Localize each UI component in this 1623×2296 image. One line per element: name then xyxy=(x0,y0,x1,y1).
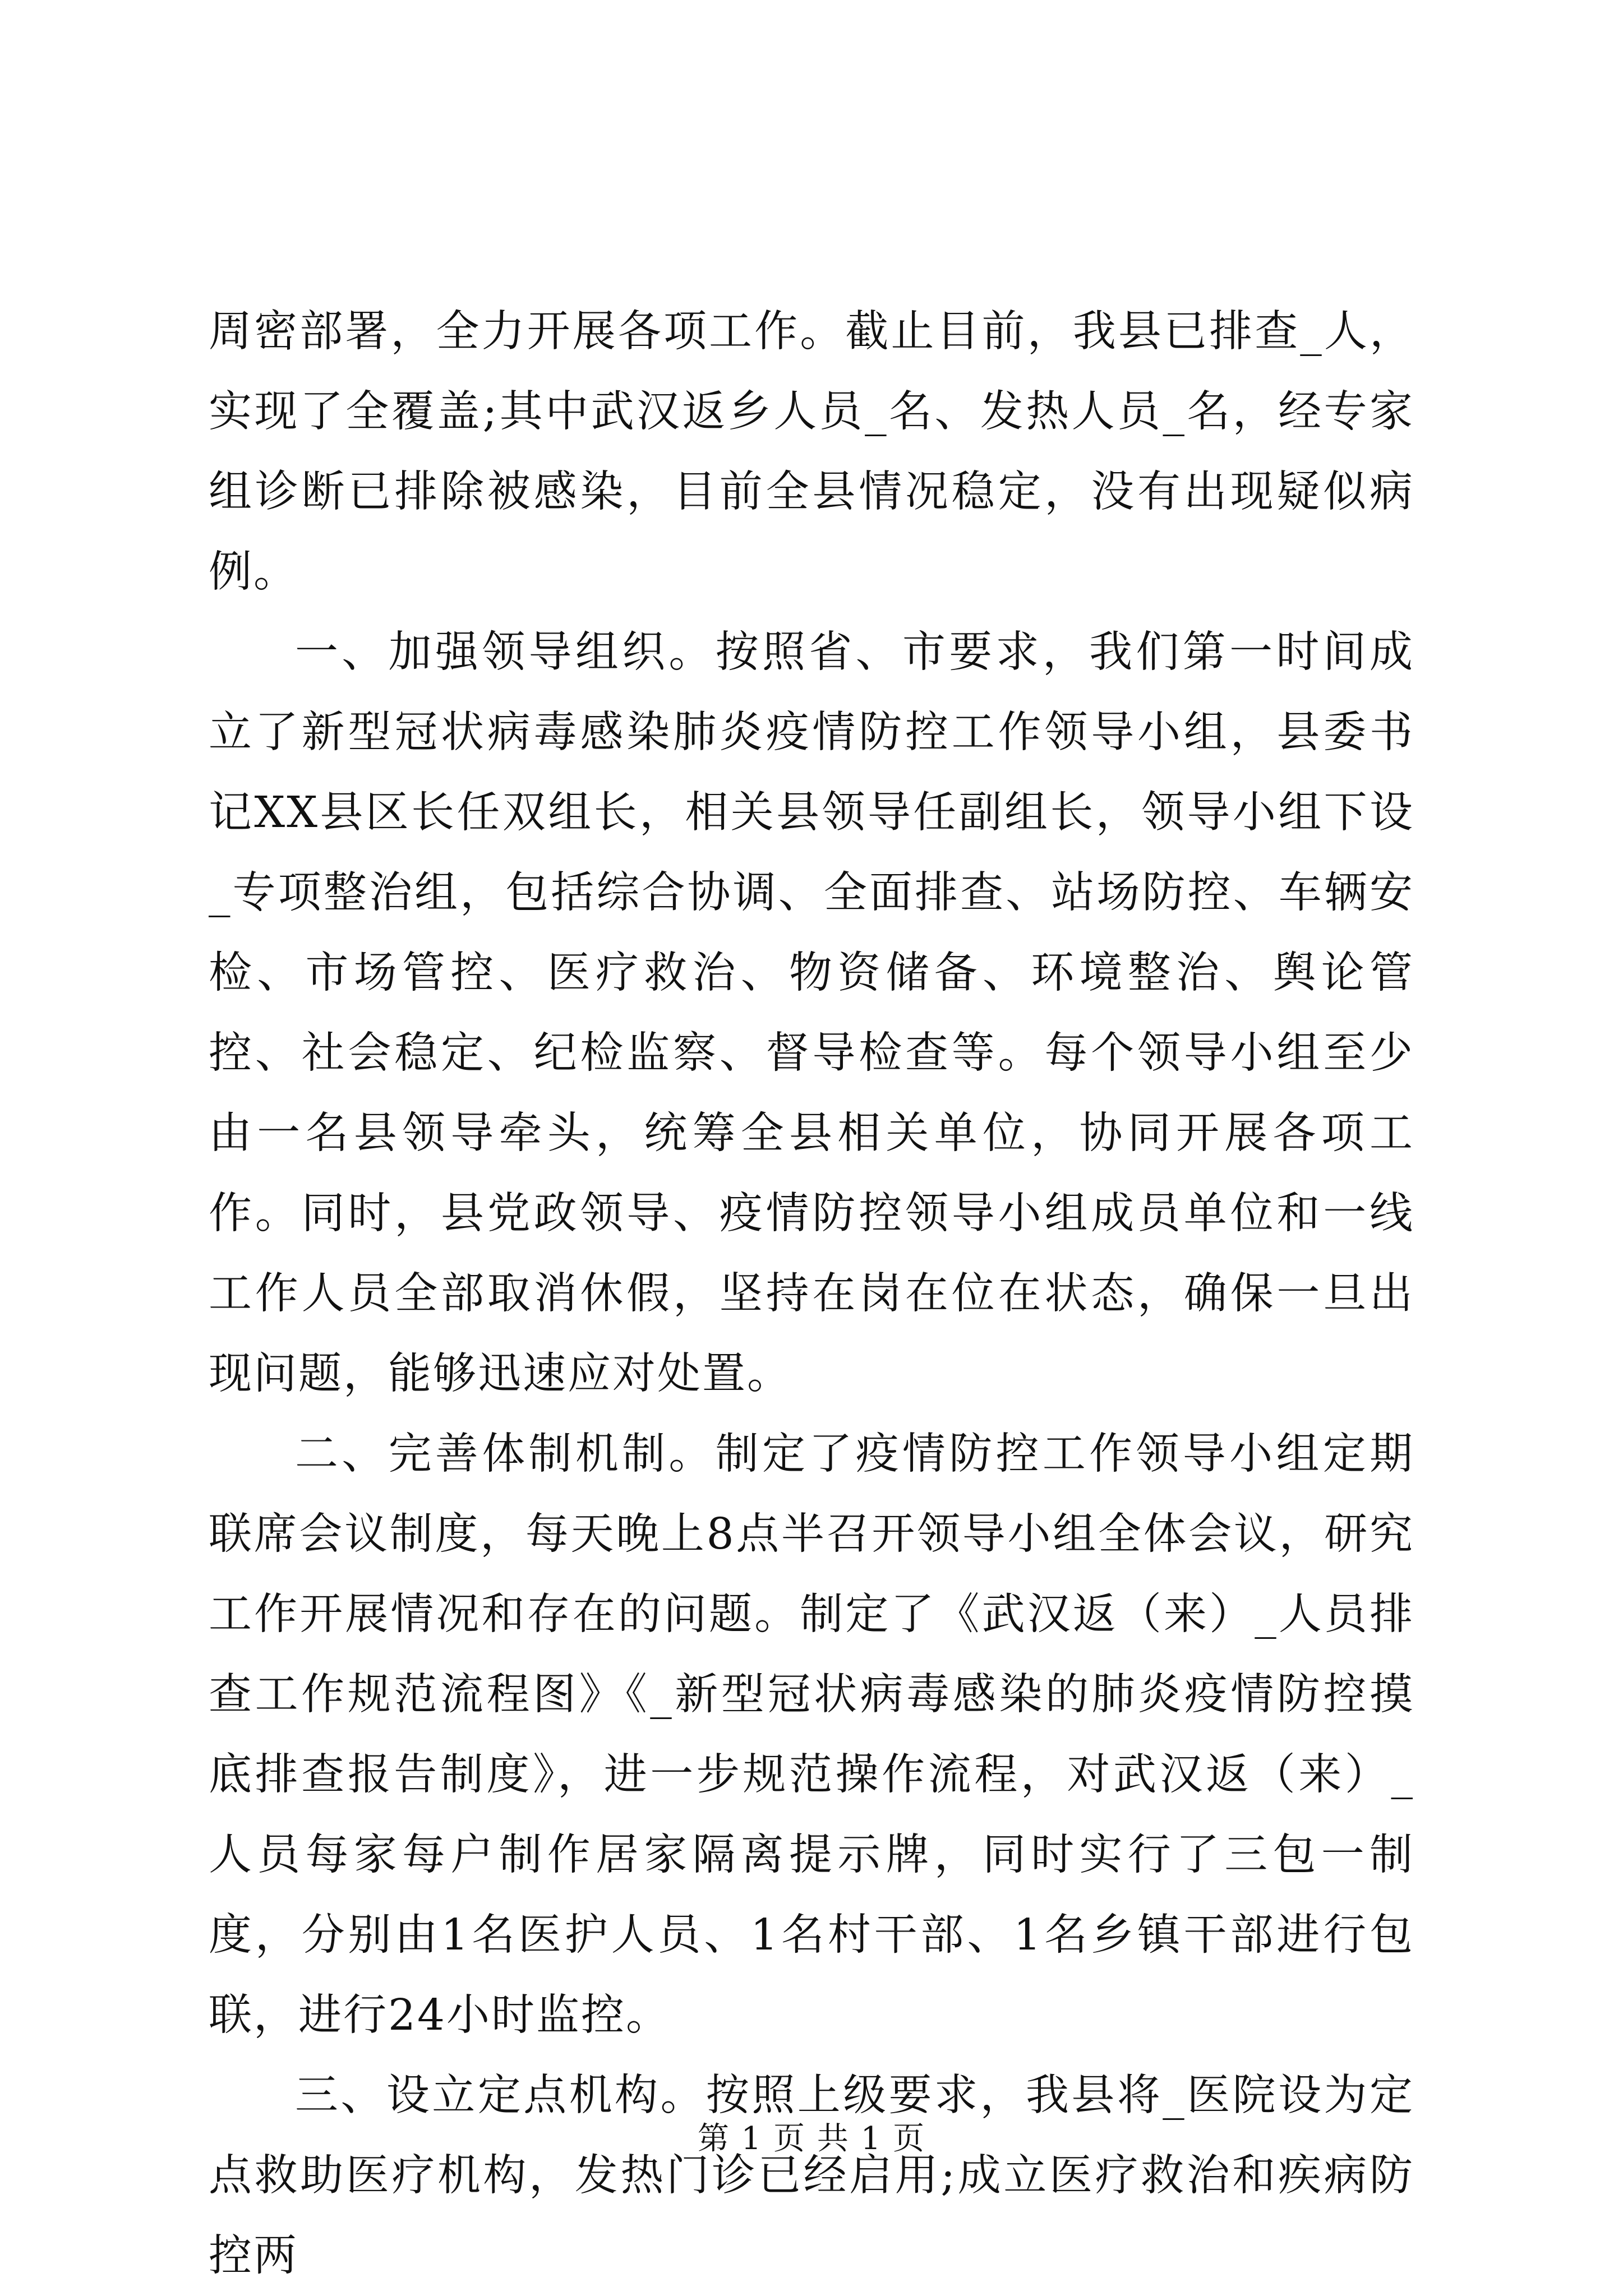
paragraph-section-1: 一、加强领导组织。按照省、市要求，我们第一时间成立了新型冠状病毒感染肺炎疫情防控工作领导小组，县委书记XX县区长任双组长，相关县领导任副组长，领导小组下设_专项整治组，包括综合协调、全面排查、站场防控、车辆安检、市场管控、医疗救治、物资储备、环境整治、舆论管控、社会稳定、纪检监察、督导检查等。每个领导小组至少由一名县领导牵头，统筹全县相关单位，协同开展各项工作。同时，县党政领导、疫情防控领导小组成员单位和一线工作人员全部取消休假，坚持在岗在位在状态，确保一旦出现问题，能够迅速应对处置。 xyxy=(209,627,1414,1399)
paragraph-intro: 周密部署，全力开展各项工作。截止目前，我县已排查_人，实现了全覆盖;其中武汉返乡人员_名、发热人员_名，经专家组诊断已排除被感染，目前全县情况稳定，没有出现疑似病例。 xyxy=(209,307,1414,597)
paragraph-section-2: 二、完善体制机制。制定了疫情防控工作领导小组定期联席会议制度，每天晚上8点半召开领导小组全体会议，研究工作开展情况和存在的问题。制定了《武汉返（来）_人员排查工作规范流程图》《_新型冠状病毒感染的肺炎疫情防控摸底排查报告制度》，进一步规范操作流程，对武汉返（来）_人员每家每户制作居家隔离提示牌，同时实行了三包一制度，分别由1名医护人员、1名村干部、1名乡镇干部进行包联，进行24小时监控。 xyxy=(209,1429,1414,2040)
paragraph-section-3: 三、设立定点机构。按照上级要求，我县将_医院设为定点救助医疗机构，发热门诊已经启用;成立医疗救治和疾病防控两 xyxy=(209,2071,1414,2281)
document-body xyxy=(209,292,1414,2296)
page-footer: 第 1 页 共 1 页 xyxy=(697,2121,926,2157)
